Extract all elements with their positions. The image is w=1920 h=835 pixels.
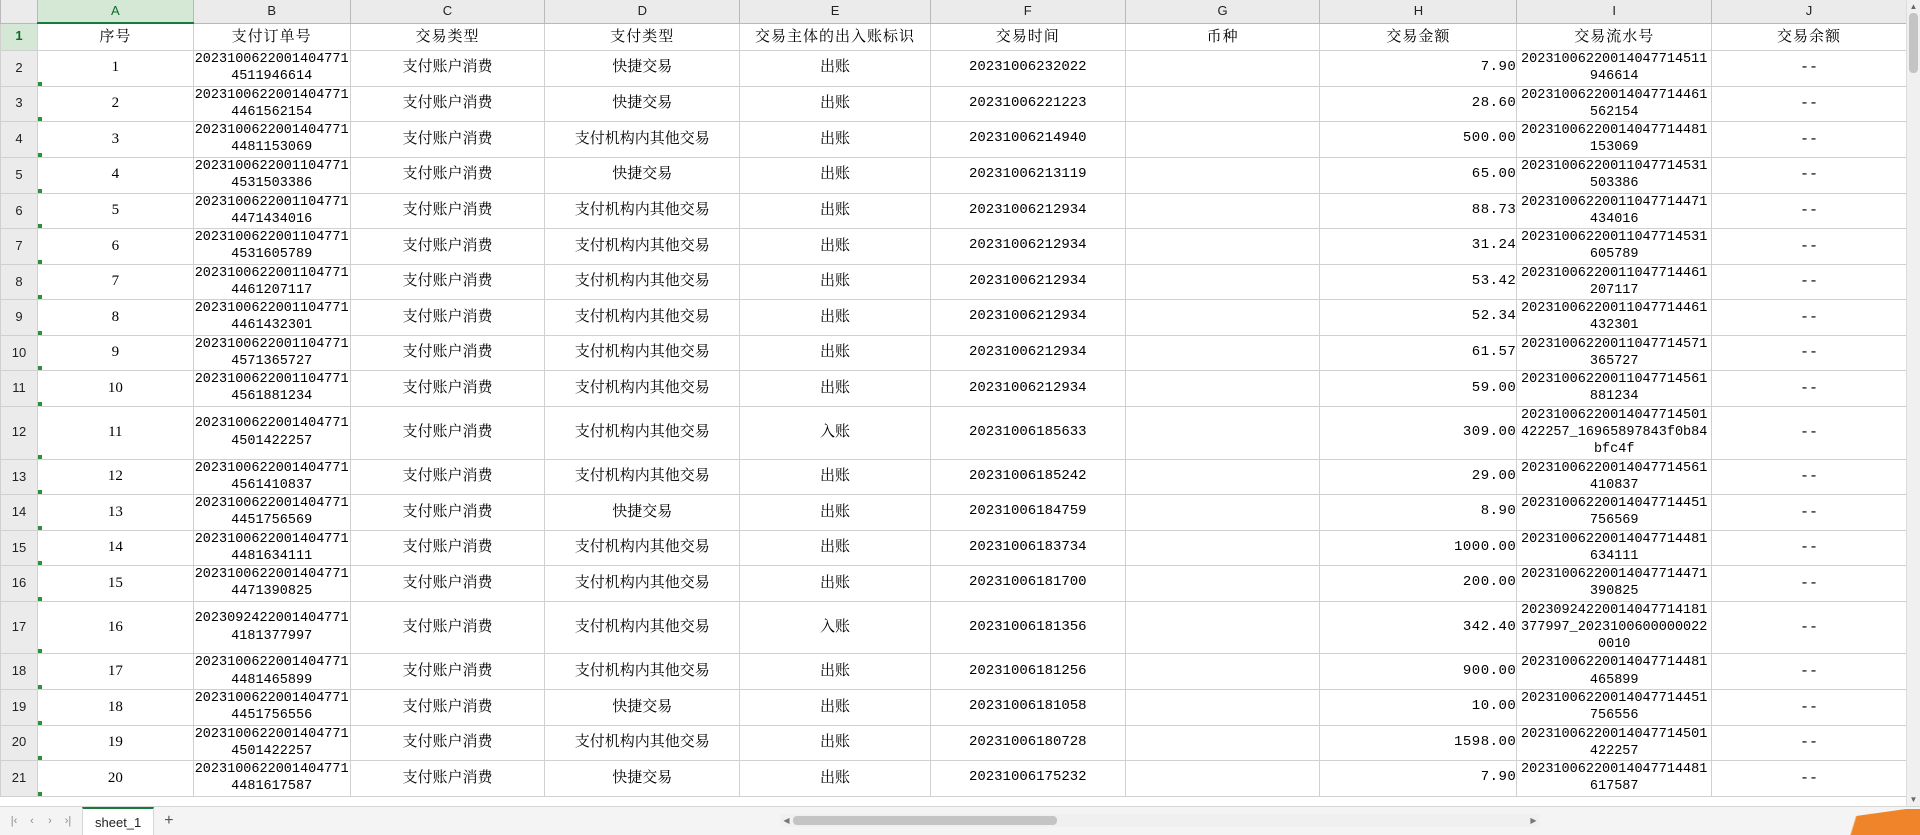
horizontal-scroll-thumb[interactable] [793, 816, 1057, 825]
table-row [1, 23, 1907, 50]
row-header-10[interactable]: 10 [1, 335, 38, 371]
cell-J15[interactable]: -- [1712, 530, 1907, 566]
cell-H11[interactable]: 59.00 [1320, 371, 1517, 407]
cell-D19[interactable]: 快捷交易 [545, 690, 740, 726]
cell-F12[interactable]: 20231006185633 [930, 406, 1125, 459]
cell-J19[interactable]: -- [1712, 690, 1907, 726]
cell-J2[interactable]: -- [1712, 50, 1907, 86]
column-header-F[interactable]: F [930, 0, 1125, 23]
cell-A20[interactable]: 19 [37, 725, 193, 761]
cell-A18[interactable]: 17 [37, 654, 193, 690]
cell-E7[interactable]: 出账 [740, 229, 931, 265]
cell-H4[interactable]: 500.00 [1320, 122, 1517, 158]
cell-G4[interactable] [1125, 122, 1320, 158]
cell-I8[interactable]: 20231006220011047714461207117 [1517, 264, 1712, 300]
cell-I20[interactable]: 20231006220014047714501422257 [1517, 725, 1712, 761]
cell-F17[interactable]: 20231006181356 [930, 601, 1125, 654]
cell-C2[interactable]: 支付账户消费 [350, 50, 545, 86]
cell-H3[interactable]: 28.60 [1320, 86, 1517, 122]
table-row [1, 122, 1907, 158]
cell-A9[interactable]: 8 [37, 300, 193, 336]
sheet-bottom-bar [0, 806, 1920, 835]
cell-J7[interactable]: -- [1712, 229, 1907, 265]
cell-A3[interactable]: 2 [37, 86, 193, 122]
cell-E6[interactable]: 出账 [740, 193, 931, 229]
cell-H10[interactable]: 61.57 [1320, 335, 1517, 371]
cell-H15[interactable]: 1000.00 [1320, 530, 1517, 566]
scroll-left-icon[interactable]: ◀ [783, 816, 790, 825]
cell-A21[interactable]: 20 [37, 761, 193, 797]
cell-B8[interactable]: 20231006220011047714461207117 [194, 265, 349, 298]
cell-C6[interactable]: 支付账户消费 [350, 193, 545, 229]
cell-D14[interactable]: 快捷交易 [545, 495, 740, 531]
cell-G14[interactable] [1125, 495, 1320, 531]
cell-G2[interactable] [1125, 50, 1320, 86]
cell-G16[interactable] [1125, 566, 1320, 602]
cell-H13[interactable]: 29.00 [1320, 459, 1517, 495]
cell-G19[interactable] [1125, 690, 1320, 726]
cell-C18[interactable]: 支付账户消费 [350, 654, 545, 690]
cell-G1[interactable]: 币种 [1125, 23, 1320, 50]
cell-F2[interactable]: 20231006232022 [930, 50, 1125, 86]
cell-I3[interactable]: 20231006220014047714461562154 [1517, 86, 1712, 122]
cell-A8[interactable]: 7 [37, 264, 193, 300]
cell-J3[interactable]: -- [1712, 86, 1907, 122]
cell-H18[interactable]: 900.00 [1320, 654, 1517, 690]
cell-F18[interactable]: 20231006181256 [930, 654, 1125, 690]
row-header-19[interactable]: 19 [1, 690, 38, 726]
cell-C11[interactable]: 支付账户消费 [350, 371, 545, 407]
cell-A6[interactable]: 5 [37, 193, 193, 229]
cell-B21[interactable]: 20231006220014047714481617587 [194, 762, 349, 795]
cell-E3[interactable]: 出账 [740, 86, 931, 122]
cell-D3[interactable]: 快捷交易 [545, 86, 740, 122]
cell-E17[interactable]: 入账 [740, 601, 931, 654]
cell-E21[interactable]: 出账 [740, 761, 931, 797]
sheet-tab-sheet1[interactable]: sheet_1 [82, 807, 154, 835]
cell-G12[interactable] [1125, 406, 1320, 459]
cell-G6[interactable] [1125, 193, 1320, 229]
cell-J9[interactable]: -- [1712, 300, 1907, 336]
cell-A14[interactable]: 13 [37, 495, 193, 531]
cell-D16[interactable]: 支付机构内其他交易 [545, 566, 740, 602]
cell-C17[interactable]: 支付账户消费 [350, 601, 545, 654]
cell-J20[interactable]: -- [1712, 725, 1907, 761]
cell-G11[interactable] [1125, 371, 1320, 407]
cell-D8[interactable]: 支付机构内其他交易 [545, 264, 740, 300]
row-header-13[interactable]: 13 [1, 459, 38, 495]
first-sheet-icon[interactable]: |‹ [10, 815, 18, 827]
cell-E16[interactable]: 出账 [740, 566, 931, 602]
cell-D10[interactable]: 支付机构内其他交易 [545, 335, 740, 371]
cell-F20[interactable]: 20231006180728 [930, 725, 1125, 761]
cell-J21[interactable]: -- [1712, 761, 1907, 797]
cell-B14[interactable]: 20231006220014047714451756569 [194, 496, 349, 529]
cell-J10[interactable]: -- [1712, 335, 1907, 371]
scroll-right-icon[interactable]: ▶ [1530, 816, 1537, 825]
cell-J13[interactable]: -- [1712, 459, 1907, 495]
cell-J12[interactable]: -- [1712, 406, 1907, 459]
prev-sheet-icon[interactable]: ‹ [30, 815, 34, 827]
cell-A10[interactable]: 9 [37, 335, 193, 371]
row-header-14[interactable]: 14 [1, 495, 38, 531]
cell-F16[interactable]: 20231006181700 [930, 566, 1125, 602]
cell-A19[interactable]: 18 [37, 690, 193, 726]
cell-B18[interactable]: 20231006220014047714481465899 [194, 655, 349, 688]
cell-I17[interactable]: 20230924220014047714181377997_20231006000000220010 [1517, 601, 1712, 654]
cell-J6[interactable]: -- [1712, 193, 1907, 229]
cell-F21[interactable]: 20231006175232 [930, 761, 1125, 797]
cell-B11[interactable]: 20231006220011047714561881234 [194, 372, 349, 405]
cell-B5[interactable]: 20231006220011047714531503386 [194, 158, 349, 192]
cell-F11[interactable]: 20231006212934 [930, 371, 1125, 407]
cell-E20[interactable]: 出账 [740, 725, 931, 761]
cell-I19[interactable]: 20231006220014047714451756556 [1517, 690, 1712, 726]
column-header-B[interactable]: B [193, 0, 350, 23]
column-header-H[interactable]: H [1320, 0, 1517, 23]
table-row [1, 193, 1907, 229]
cell-B13[interactable]: 20231006220014047714561410837 [194, 460, 349, 493]
cell-G13[interactable] [1125, 459, 1320, 495]
row-header-5[interactable]: 5 [1, 157, 38, 193]
row-header-9[interactable]: 9 [1, 300, 38, 336]
table-row [1, 300, 1907, 336]
cell-B20[interactable]: 20231006220014047714501422257 [194, 726, 349, 759]
cell-D4[interactable]: 支付机构内其他交易 [545, 122, 740, 158]
table-row [1, 725, 1907, 761]
cell-B6[interactable]: 20231006220011047714471434016 [194, 194, 349, 227]
row-header-18[interactable]: 18 [1, 654, 38, 690]
row-header-2[interactable]: 2 [1, 50, 38, 86]
cell-G20[interactable] [1125, 725, 1320, 761]
table-row [1, 371, 1907, 407]
cell-B2[interactable]: 20231006220014047714511946614 [194, 51, 349, 84]
cell-J5[interactable]: -- [1712, 157, 1907, 193]
cell-A11[interactable]: 10 [37, 371, 193, 407]
cell-C16[interactable]: 支付账户消费 [350, 566, 545, 602]
cell-D13[interactable]: 支付机构内其他交易 [545, 459, 740, 495]
select-all-corner[interactable] [1, 0, 38, 23]
sheet-nav-buttons[interactable] [0, 812, 82, 830]
cell-D21[interactable]: 快捷交易 [545, 761, 740, 797]
cell-H16[interactable]: 200.00 [1320, 566, 1517, 602]
cell-F4[interactable]: 20231006214940 [930, 122, 1125, 158]
cell-A7[interactable]: 6 [37, 229, 193, 265]
table-row [1, 566, 1907, 602]
column-header-E[interactable]: E [740, 0, 931, 23]
cell-A1[interactable]: 序号 [37, 23, 193, 50]
cell-E14[interactable]: 出账 [740, 495, 931, 531]
cell-I4[interactable]: 20231006220014047714481153069 [1517, 122, 1712, 158]
cell-H21[interactable]: 7.90 [1320, 761, 1517, 797]
cell-J17[interactable]: -- [1712, 601, 1907, 654]
cell-F15[interactable]: 20231006183734 [930, 530, 1125, 566]
cell-I1[interactable]: 交易流水号 [1517, 23, 1712, 50]
cell-E2[interactable]: 出账 [740, 50, 931, 86]
table-row [1, 761, 1907, 797]
cell-H12[interactable]: 309.00 [1320, 406, 1517, 459]
cell-C7[interactable]: 支付账户消费 [350, 229, 545, 265]
cell-F7[interactable]: 20231006212934 [930, 229, 1125, 265]
cell-F9[interactable]: 20231006212934 [930, 300, 1125, 336]
cell-B3[interactable]: 20231006220014047714461562154 [194, 87, 349, 120]
cell-J18[interactable]: -- [1712, 654, 1907, 690]
cell-A2[interactable]: 1 [37, 50, 193, 86]
cell-F10[interactable]: 20231006212934 [930, 335, 1125, 371]
cell-A5[interactable]: 4 [37, 157, 193, 193]
table-row [1, 406, 1907, 459]
cell-D12[interactable]: 支付机构内其他交易 [545, 406, 740, 459]
row-header-16[interactable]: 16 [1, 566, 38, 602]
cell-I13[interactable]: 20231006220014047714561410837 [1517, 459, 1712, 495]
cell-G5[interactable] [1125, 157, 1320, 193]
cell-B7[interactable]: 20231006220011047714531605789 [194, 230, 349, 263]
cell-I16[interactable]: 20231006220014047714471390825 [1517, 566, 1712, 602]
cell-J16[interactable]: -- [1712, 566, 1907, 602]
cell-C12[interactable]: 支付账户消费 [350, 406, 545, 459]
cell-G9[interactable] [1125, 300, 1320, 336]
scroll-up-icon[interactable]: ▲ [1907, 0, 1920, 13]
table-row [1, 229, 1907, 265]
cell-D11[interactable]: 支付机构内其他交易 [545, 371, 740, 407]
cell-I10[interactable]: 20231006220011047714571365727 [1517, 335, 1712, 371]
column-header-J[interactable]: J [1712, 0, 1907, 23]
column-header-D[interactable]: D [545, 0, 740, 23]
cell-B17[interactable]: 20230924220014047714181377997 [193, 601, 350, 654]
table-row [1, 50, 1907, 86]
row-header-7[interactable]: 7 [1, 229, 38, 265]
cell-C21[interactable]: 支付账户消费 [350, 761, 545, 797]
cell-J14[interactable]: -- [1712, 495, 1907, 531]
row-header-20[interactable]: 20 [1, 725, 38, 761]
add-sheet-button[interactable]: + [164, 812, 174, 829]
cell-D2[interactable]: 快捷交易 [545, 50, 740, 86]
cell-G21[interactable] [1125, 761, 1320, 797]
cell-G15[interactable] [1125, 530, 1320, 566]
row-header-17[interactable]: 17 [1, 601, 38, 654]
column-header-C[interactable]: C [350, 0, 545, 23]
cell-G3[interactable] [1125, 86, 1320, 122]
cell-B12[interactable]: 20231006220014047714501422257 [193, 406, 350, 459]
scroll-down-icon[interactable]: ▼ [1907, 793, 1920, 806]
table-row [1, 495, 1907, 531]
cell-B1[interactable]: 支付订单号 [193, 23, 350, 50]
cell-E8[interactable]: 出账 [740, 264, 931, 300]
cell-B19[interactable]: 20231006220014047714451756556 [194, 691, 349, 724]
cell-D1[interactable]: 支付类型 [545, 23, 740, 50]
table-row [1, 530, 1907, 566]
cell-H1[interactable]: 交易金额 [1320, 23, 1517, 50]
cell-E11[interactable]: 出账 [740, 371, 931, 407]
cell-C15[interactable]: 支付账户消费 [350, 530, 545, 566]
cell-H9[interactable]: 52.34 [1320, 300, 1517, 336]
vertical-scroll-thumb[interactable] [1909, 13, 1918, 73]
cell-F6[interactable]: 20231006212934 [930, 193, 1125, 229]
cell-H6[interactable]: 88.73 [1320, 193, 1517, 229]
cell-H20[interactable]: 1598.00 [1320, 725, 1517, 761]
table-row [1, 264, 1907, 300]
cell-G10[interactable] [1125, 335, 1320, 371]
row-header-21[interactable]: 21 [1, 761, 38, 797]
horizontal-scrollbar[interactable] [780, 814, 1540, 827]
cell-E15[interactable]: 出账 [740, 530, 931, 566]
table-row [1, 335, 1907, 371]
cell-F5[interactable]: 20231006213119 [930, 157, 1125, 193]
cell-F3[interactable]: 20231006221223 [930, 86, 1125, 122]
cell-E18[interactable]: 出账 [740, 654, 931, 690]
cell-D15[interactable]: 支付机构内其他交易 [545, 530, 740, 566]
column-header-G[interactable]: G [1125, 0, 1320, 23]
cell-A13[interactable]: 12 [37, 459, 193, 495]
cell-H19[interactable]: 10.00 [1320, 690, 1517, 726]
cell-E9[interactable]: 出账 [740, 300, 931, 336]
cell-G8[interactable] [1125, 264, 1320, 300]
cell-H17[interactable]: 342.40 [1320, 601, 1517, 654]
cell-F14[interactable]: 20231006184759 [930, 495, 1125, 531]
cell-E1[interactable]: 交易主体的出入账标识 [740, 23, 931, 50]
cell-B10[interactable]: 20231006220011047714571365727 [194, 336, 349, 369]
cell-H7[interactable]: 31.24 [1320, 229, 1517, 265]
cell-C1[interactable]: 交易类型 [350, 23, 545, 50]
cell-J11[interactable]: -- [1712, 371, 1907, 407]
cell-E13[interactable]: 出账 [740, 459, 931, 495]
column-header-row [1, 0, 1907, 23]
cell-C9[interactable]: 支付账户消费 [350, 300, 545, 336]
cell-J1[interactable]: 交易余额 [1712, 23, 1907, 50]
table-row [1, 157, 1907, 193]
cell-I9[interactable]: 20231006220011047714461432301 [1517, 300, 1712, 336]
row-header-3[interactable]: 3 [1, 86, 38, 122]
cell-E4[interactable]: 出账 [740, 122, 931, 158]
cell-D17[interactable]: 支付机构内其他交易 [545, 601, 740, 654]
table-row [1, 459, 1907, 495]
cell-E5[interactable]: 出账 [740, 157, 931, 193]
cell-I15[interactable]: 20231006220014047714481634111 [1517, 530, 1712, 566]
cell-J4[interactable]: -- [1712, 122, 1907, 158]
cell-D9[interactable]: 支付机构内其他交易 [545, 300, 740, 336]
cell-H2[interactable]: 7.90 [1320, 50, 1517, 86]
cell-I12[interactable]: 20231006220014047714501422257_16965897843f0b84bfc4f [1517, 406, 1712, 459]
column-header-I[interactable]: I [1517, 0, 1712, 23]
cell-C14[interactable]: 支付账户消费 [350, 495, 545, 531]
cell-G7[interactable] [1125, 229, 1320, 265]
vertical-scrollbar[interactable] [1906, 0, 1920, 806]
cell-C5[interactable]: 支付账户消费 [350, 157, 545, 193]
cell-H5[interactable]: 65.00 [1320, 157, 1517, 193]
cell-A17[interactable]: 16 [37, 601, 193, 654]
cell-F8[interactable]: 20231006212934 [930, 264, 1125, 300]
row-header-11[interactable]: 11 [1, 371, 38, 407]
cell-E12[interactable]: 入账 [740, 406, 931, 459]
cell-C8[interactable]: 支付账户消费 [350, 264, 545, 300]
cell-I6[interactable]: 20231006220011047714471434016 [1517, 193, 1712, 229]
cell-C10[interactable]: 支付账户消费 [350, 335, 545, 371]
cell-J8[interactable]: -- [1712, 264, 1907, 300]
cell-B16[interactable]: 20231006220014047714471390825 [194, 567, 349, 600]
cell-I7[interactable]: 20231006220011047714531605789 [1517, 229, 1712, 265]
cell-D5[interactable]: 快捷交易 [545, 157, 740, 193]
decorative-corner-graphic [1770, 809, 1920, 835]
last-sheet-icon[interactable]: ›| [64, 815, 72, 827]
row-header-4[interactable]: 4 [1, 122, 38, 158]
cell-I5[interactable]: 20231006220011047714531503386 [1517, 157, 1712, 193]
table-row [1, 690, 1907, 726]
cell-D6[interactable]: 支付机构内其他交易 [545, 193, 740, 229]
cell-F1[interactable]: 交易时间 [930, 23, 1125, 50]
cell-C4[interactable]: 支付账户消费 [350, 122, 545, 158]
horizontal-scroll-track[interactable] [793, 816, 1527, 825]
row-header-1[interactable]: 1 [1, 23, 38, 50]
cell-E19[interactable]: 出账 [740, 690, 931, 726]
cell-I14[interactable]: 20231006220014047714451756569 [1517, 495, 1712, 531]
cell-A4[interactable]: 3 [37, 122, 193, 158]
cell-D7[interactable]: 支付机构内其他交易 [545, 229, 740, 265]
cell-A12[interactable]: 11 [37, 406, 193, 459]
cell-D20[interactable]: 支付机构内其他交易 [545, 725, 740, 761]
table-row [1, 654, 1907, 690]
row-header-8[interactable]: 8 [1, 264, 38, 300]
table-row [1, 601, 1907, 654]
cell-C19[interactable]: 支付账户消费 [350, 690, 545, 726]
cell-B15[interactable]: 20231006220014047714481634111 [194, 531, 349, 564]
cell-C20[interactable]: 支付账户消费 [350, 725, 545, 761]
cell-G18[interactable] [1125, 654, 1320, 690]
row-header-6[interactable]: 6 [1, 193, 38, 229]
next-sheet-icon[interactable]: › [48, 815, 52, 827]
cell-B9[interactable]: 20231006220011047714461432301 [194, 301, 349, 334]
cell-C3[interactable]: 支付账户消费 [350, 86, 545, 122]
cell-C13[interactable]: 支付账户消费 [350, 459, 545, 495]
row-header-15[interactable]: 15 [1, 530, 38, 566]
cell-F13[interactable]: 20231006185242 [930, 459, 1125, 495]
cell-B4[interactable]: 20231006220014047714481153069 [194, 123, 349, 156]
cell-F19[interactable]: 20231006181058 [930, 690, 1125, 726]
cell-I18[interactable]: 20231006220014047714481465899 [1517, 654, 1712, 690]
cell-A16[interactable]: 15 [37, 566, 193, 602]
cell-D18[interactable]: 支付机构内其他交易 [545, 654, 740, 690]
cell-G17[interactable] [1125, 601, 1320, 654]
cell-I11[interactable]: 20231006220011047714561881234 [1517, 371, 1712, 407]
cell-I2[interactable]: 20231006220014047714511946614 [1517, 50, 1712, 86]
sheet-body [1, 23, 1907, 796]
cell-A15[interactable]: 14 [37, 530, 193, 566]
cell-H14[interactable]: 8.90 [1320, 495, 1517, 531]
column-header-A[interactable]: A [37, 0, 193, 23]
cell-I21[interactable]: 20231006220014047714481617587 [1517, 761, 1712, 797]
table-row [1, 86, 1907, 122]
row-header-12[interactable]: 12 [1, 406, 38, 459]
cell-E10[interactable]: 出账 [740, 335, 931, 371]
cell-H8[interactable]: 53.42 [1320, 264, 1517, 300]
